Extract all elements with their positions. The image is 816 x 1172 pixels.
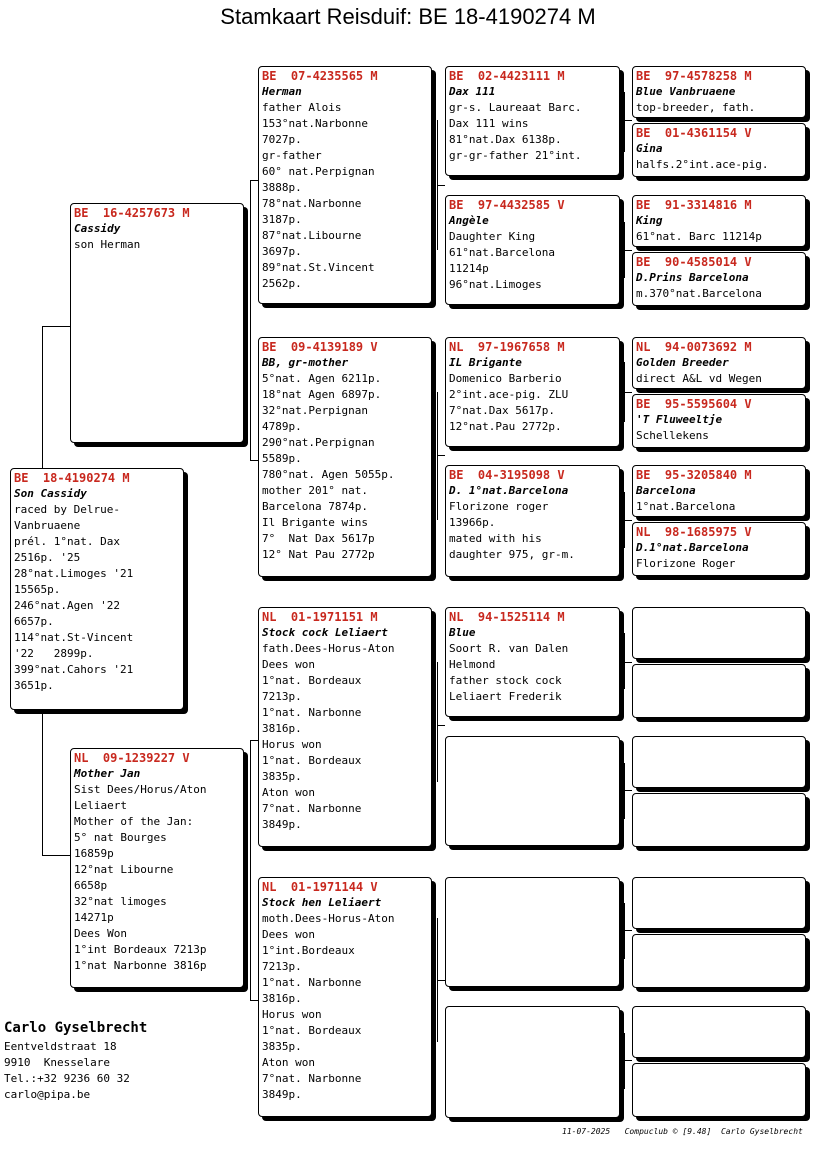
info-line: 61°nat. Barc 11214p [636,230,762,243]
info-line: 7027p. [262,133,302,146]
page-title: Stamkaart Reisduif: BE 18-4190274 M [220,4,596,29]
owner-info [4,1017,147,1103]
info-line: mother 201° nat. [262,484,368,497]
info-line: 12° Nat Pau 2772p [262,548,375,561]
info-line: 12°nat.Pau 2772p. [449,420,562,433]
info-line: Horus won [262,738,322,751]
info-line: '22 2899p. [14,647,94,660]
gen4-card-3[interactable] [632,195,806,247]
dam-dam-card[interactable] [258,877,432,1117]
info-line: m.370°nat.Barcelona [636,287,762,300]
info-line: Sist Dees/Horus/Aton [74,783,207,796]
ring-number: BE 95-3205840 M [636,468,752,482]
info-line: 11214p [449,262,489,275]
dam-sire-card[interactable] [258,607,432,847]
ring-number: BE 07-4235565 M [262,69,378,83]
owner-email[interactable]: carlo@pipa.be [4,1088,91,1101]
info-line: prél. 1°nat. Dax [14,535,120,548]
ring-number: BE 97-4432585 V [449,198,565,212]
info-line: 4789p. [262,420,302,433]
info-line: 1°nat. Bordeaux [262,754,362,767]
owner-name: Carlo Gyselbrecht [4,1020,148,1036]
pigeon-name: Blue [449,626,476,639]
info-line: direct A&L vd Wegen [636,372,762,385]
info-line: Dees won [262,658,315,671]
info-line: 3835p. [262,1040,302,1053]
info-line: 7°nat. Narbonne [262,802,362,815]
gen3-card-empty[interactable] [445,736,620,846]
info-line: Soort R. van Dalen [449,642,569,655]
info-line: fath.Dees-Horus-Aton [262,642,395,655]
gen4-card-6[interactable] [632,394,806,448]
gen3-card-4[interactable] [445,465,620,577]
info-line: gr-father [262,149,322,162]
ring-number: BE 18-4190274 M [14,471,130,485]
info-line: 2516p. '25 [14,551,81,564]
info-line: halfs.2°int.ace-pig. [636,158,769,171]
info-line: Domenico Barberio [449,372,562,385]
pigeon-name: Barcelona [636,484,696,497]
info-line: raced by Delrue- [14,503,120,516]
info-line: 153°nat.Narbonne [262,117,368,130]
pigeon-name: Herman [262,85,302,98]
info-line: 61°nat.Barcelona [449,246,555,259]
info-line: Dees Won [74,927,127,940]
pigeon-name: Gina [636,142,663,155]
pigeon-name: Blue Vanbruaene [636,85,736,98]
info-line: father stock cock [449,674,562,687]
info-line: 3849p. [262,818,302,831]
info-line: Daughter King [449,230,536,243]
gen4-card-empty[interactable] [632,736,806,788]
ring-number: BE 02-4423111 M [449,69,565,83]
info-line: 15565p. [14,583,61,596]
info-line: 3816p. [262,722,302,735]
ring-number: NL 09-1239227 V [74,751,190,765]
ring-number: BE 09-4139189 V [262,340,378,354]
info-line: Florizone Roger [636,557,736,570]
info-line: 18°nat Agen 6897p. [262,388,382,401]
gen3-card-1[interactable] [445,66,620,176]
pigeon-name: Stock cock Leliaert [262,626,388,639]
info-line: 7°nat.Dax 5617p. [449,404,555,417]
pigeon-name: Mother Jan [74,767,141,780]
gen3-card-3[interactable] [445,337,620,447]
info-line: top-breeder, fath. [636,101,756,114]
info-line: 1°nat.Barcelona [636,500,736,513]
sire-card[interactable] [70,203,244,443]
gen4-card-empty[interactable] [632,934,806,988]
info-line: 2562p. [262,277,302,290]
gen4-card-empty[interactable] [632,793,806,847]
info-line: son Herman [74,238,141,251]
info-line: 87°nat.Libourne [262,229,362,242]
pigeon-name: Stock hen Leliaert [262,896,382,909]
gen3-card-empty[interactable] [445,1006,620,1118]
info-line: 3697p. [262,245,302,258]
gen3-card-2[interactable] [445,195,620,305]
ring-number: NL 94-1525114 M [449,610,565,624]
gen3-card-empty[interactable] [445,877,620,987]
owner-city: 9910 Knesselare [4,1056,110,1069]
ring-number: NL 01-1971144 V [262,880,378,894]
ring-number: BE 04-3195098 V [449,468,565,482]
info-line: Barcelona 7874p. [262,500,368,513]
info-line: 14271p [74,911,114,924]
info-line: Aton won [262,786,315,799]
info-line: 1°nat. Narbonne [262,976,362,989]
footer-credit: 11-07-2025 Compuclub © [9.48] Carlo Gyselbrecht [562,1127,803,1136]
info-line: 7213p. [262,960,302,973]
owner-street: Eentveldstraat 18 [4,1040,117,1053]
info-line: Leliaert [74,799,127,812]
info-line: 78°nat.Narbonne [262,197,362,210]
info-line: Vanbruaene [14,519,81,532]
info-line: Dax 111 wins [449,117,529,130]
info-line: 1°nat. Bordeaux [262,1024,362,1037]
info-line: 2°int.ace-pig. ZLU [449,388,569,401]
ring-number: BE 91-3314816 M [636,198,752,212]
info-line: gr-gr-father 21°int. [449,149,582,162]
sire-sire-card[interactable] [258,66,432,304]
gen4-card-empty[interactable] [632,877,806,929]
info-line: 1°int.Bordeaux [262,944,355,957]
info-line: 16859p [74,847,114,860]
info-line: 3835p. [262,770,302,783]
info-line: 5° nat Bourges [74,831,167,844]
pigeon-name: Dax 111 [449,85,496,98]
gen4-card-empty[interactable] [632,1063,806,1117]
info-line: Mother of the Jan: [74,815,194,828]
info-line: 7213p. [262,690,302,703]
dam-card[interactable] [70,748,244,988]
info-line: 28°nat.Limoges '21 [14,567,134,580]
info-line: daughter 975, gr-m. [449,548,575,561]
gen4-card-7[interactable] [632,465,806,517]
info-line: mated with his [449,532,542,545]
gen4-card-2[interactable] [632,123,806,177]
info-line: 290°nat.Perpignan [262,436,375,449]
info-line: 7° Nat Dax 5617p [262,532,375,545]
info-line: 7°nat. Narbonne [262,1072,362,1085]
gen4-card-4[interactable] [632,252,806,306]
subject-pigeon-card[interactable] [10,468,184,710]
info-line: 12°nat Libourne [74,863,174,876]
info-line: 13966p. [449,516,496,529]
info-line: 32°nat.Perpignan [262,404,368,417]
info-line: Florizone roger [449,500,549,513]
pigeon-name: D. 1°nat.Barcelona [449,484,569,497]
pigeon-name: D.1°nat.Barcelona [636,541,749,554]
info-line: 89°nat.St.Vincent [262,261,375,274]
info-line: 3849p. [262,1088,302,1101]
info-line: Horus won [262,1008,322,1021]
info-line: Helmond [449,658,496,671]
gen4-card-5[interactable] [632,337,806,389]
ring-number: BE 01-4361154 V [636,126,752,140]
ring-number: BE 16-4257673 M [74,206,190,220]
info-line: 3816p. [262,992,302,1005]
info-line: Schellekens [636,429,709,442]
info-line: Aton won [262,1056,315,1069]
gen4-card-1[interactable] [632,66,806,118]
info-line: 246°nat.Agen '22 [14,599,120,612]
gen4-card-empty[interactable] [632,607,806,659]
info-line: 1°int Bordeaux 7213p [74,943,207,956]
gen3-card-5[interactable] [445,607,620,717]
info-line: 5°nat. Agen 6211p. [262,372,382,385]
info-line: gr-s. Laureaat Barc. [449,101,582,114]
ring-number: BE 97-4578258 M [636,69,752,83]
owner-phone: Tel.:+32 9236 60 32 [4,1072,130,1085]
info-line: 60° nat.Perpignan [262,165,375,178]
gen4-card-empty[interactable] [632,664,806,718]
ring-number: BE 95-5595604 V [636,397,752,411]
info-line: 32°nat limoges [74,895,167,908]
info-line: 399°nat.Cahors '21 [14,663,134,676]
pigeon-name: Cassidy [74,222,121,235]
pigeon-name: 'T Fluweeltje [636,413,723,426]
gen4-card-empty[interactable] [632,1006,806,1058]
info-line: 1°nat. Bordeaux [262,674,362,687]
info-line: 780°nat. Agen 5055p. [262,468,395,481]
pigeon-name: Angèle [449,214,489,227]
pigeon-name: King [636,214,663,227]
info-line: 3651p. [14,679,54,692]
ring-number: NL 97-1967658 M [449,340,565,354]
ring-number: BE 90-4585014 V [636,255,752,269]
ring-number: NL 01-1971151 M [262,610,378,624]
info-line: 1°nat. Narbonne [262,706,362,719]
info-line: Leliaert Frederik [449,690,562,703]
pigeon-name: D.Prins Barcelona [636,271,749,284]
gen4-card-8[interactable] [632,522,806,576]
pigeon-name: BB, gr-mother [262,356,349,369]
sire-dam-card[interactable] [258,337,432,577]
info-line: Dees won [262,928,315,941]
ring-number: NL 98-1685975 V [636,525,752,539]
info-line: Il Brigante wins [262,516,368,529]
ring-number: NL 94-0073692 M [636,340,752,354]
pigeon-name: Son Cassidy [14,487,87,500]
info-line: 3888p. [262,181,302,194]
pigeon-name: Golden Breeder [636,356,729,369]
info-line: 114°nat.St-Vincent [14,631,134,644]
info-line: 5589p. [262,452,302,465]
info-line: 3187p. [262,213,302,226]
info-line: moth.Dees-Horus-Aton [262,912,395,925]
info-line: 6657p. [14,615,54,628]
info-line: 96°nat.Limoges [449,278,542,291]
pigeon-name: IL Brigante [449,356,522,369]
info-line: 1°nat Narbonne 3816p [74,959,207,972]
info-line: 6658p [74,879,108,892]
info-line: father Alois [262,101,342,114]
info-line: 81°nat.Dax 6138p. [449,133,562,146]
